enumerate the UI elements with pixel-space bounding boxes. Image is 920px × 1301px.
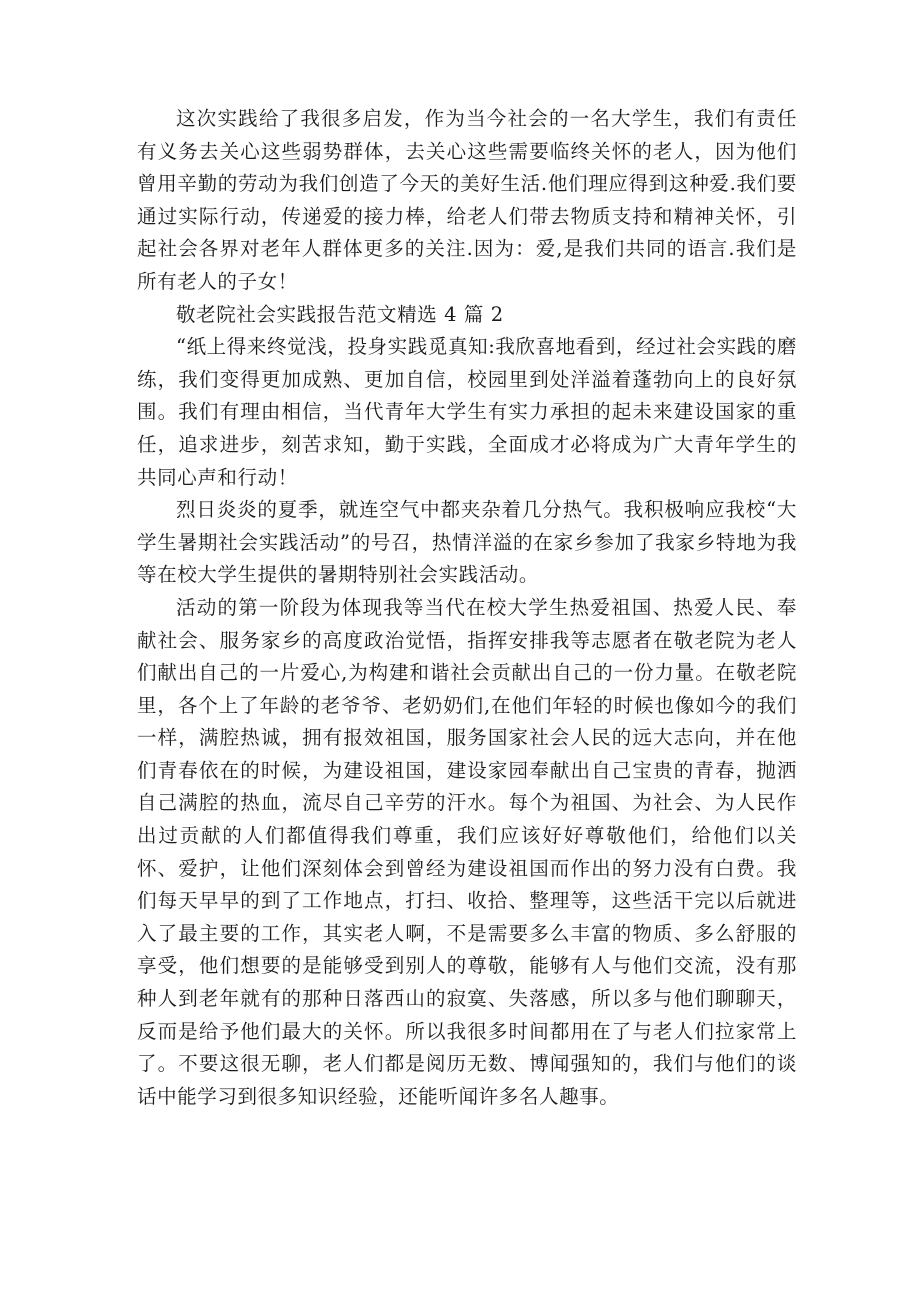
paragraph-3: 活动的第一阶段为体现我等当代在校大学生热爱祖国、热爱人民、奉献社会、服务家乡的高度政治觉悟，指挥安排我等志愿者在敬老院为老人们献出自己的一片爱心,为构建和谐社会贡献出自己的一份力量。在敬老院里，各个上了年龄的老爷爷、老奶奶们,在他们年轻的时候也像如今的我们一样，满腔热诚，拥有报效祖国，服务国家社会人民的远大志向，并在他们青春依在的时候，为建设祖国，建设家园奉献出自己宝贵的青春，抛洒自己满腔的热血，流尽自己辛劳的汗水。每个为祖国、为社会、为人民作出过贡献的人们都值得我们尊重，我们应该好好尊敬他们，给他们以关怀、爱护，让他们深刻体会到曾经为建设祖国而作出的努力没有白费。我们每天早早的到了工作地点，打扫、收拾、整理等，这些活干完以后就进入了最主要的工作，其实老人啊，不是需要多么丰富的物质、多么舒服的享受，他们想要的是能够受到别人的尊敬，能够有人与他们交流，没有那种人到老年就有的那种日落西山的寂寞、失落感，所以多与他们聊聊天，反而是给予他们最大的关怀。所以我很多时间都用在了与老人们拉家常上了。不要这很无聊，老人们都是阅历无数、博闻强知的，我们与他们的谈话中能学习到很多知识经验，还能听闻许多名人趣事。	[137, 595, 797, 1108]
paragraph-2: 烈日炎炎的夏季，就连空气中都夹杂着几分热气。我积极响应我校“大学生暑期社会实践活动”的号召，热情洋溢的在家乡参加了我家乡特地为我等在校大学生提供的暑期特别社会实践活动。	[137, 498, 797, 587]
paragraph-intro: 这次实践给了我很多启发，作为当今社会的一名大学生，我们有责任有义务去关心这些弱势群体，去关心这些需要临终关怀的老人，因为他们曾用辛勤的劳动为我们创造了今天的美好生活.他们理应得到这种爱.我们要通过实际行动，传递爱的接力棒，给老人们带去物质支持和精神关怀，引起社会各界对老年人群体更多的关注.因为：爱,是我们共同的语言.我们是所有老人的子女！	[137, 107, 797, 293]
paragraph-1: “纸上得来终觉浅，投身实践觅真知:我欣喜地看到，经过社会实践的磨练，我们变得更加成熟、更加自信，校园里到处洋溢着蓬勃向上的良好氛围。我们有理由相信，当代青年大学生有实力承担的起未来建设国家的重任，追求进步，刻苦求知，勤于实践，全面成才必将成为广大青年学生的共同心声和行动！	[137, 335, 797, 489]
document-body	[137, 103, 797, 1113]
section-heading: 敬老院社会实践报告范文精选 4 篇 2	[176, 302, 504, 326]
